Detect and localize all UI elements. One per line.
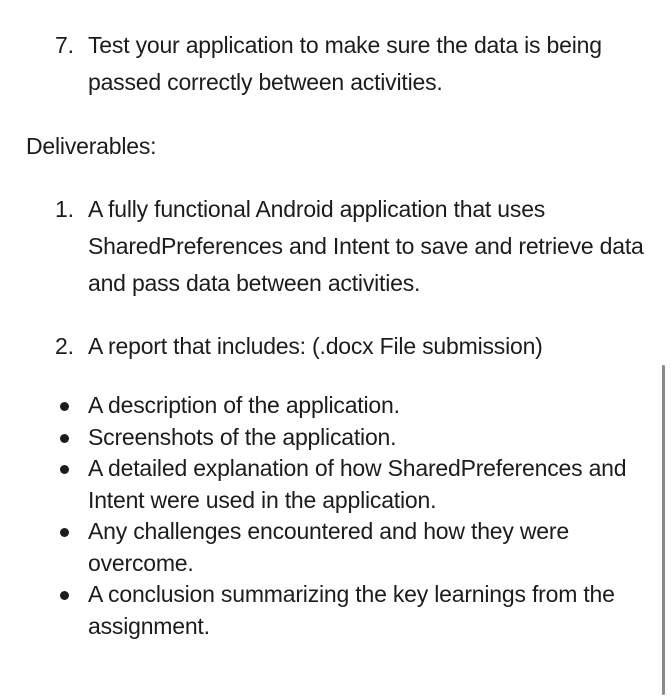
list-item-deliverable-2 [55, 328, 645, 365]
bullet-text: A conclusion summarizing the key learnings from the assignment. [88, 581, 615, 639]
list-marker: 2. [55, 333, 74, 359]
bullet-dot-icon [55, 516, 88, 579]
deliverables-heading: Deliverables: [26, 133, 157, 159]
bullet-item [55, 579, 645, 642]
vertical-scrollbar[interactable] [662, 365, 665, 695]
list-item-text: A fully functional Android application that uses SharedPreferences and Intent to save and retrieve data and pass data between activities. [88, 196, 644, 296]
bullet-dot-icon [55, 579, 88, 642]
bullet-dot-icon [55, 453, 88, 516]
bullet-item [55, 422, 645, 454]
list-item-deliverable-1 [55, 191, 645, 302]
bullet-text: A detailed explanation of how SharedPreferences and Intent were used in the application. [88, 455, 627, 513]
bullet-text: Screenshots of the application. [88, 423, 397, 450]
list-item-text: Test your application to make sure the data is being passed correctly between activities. [88, 32, 602, 95]
bullet-text: A description of the application. [88, 392, 400, 418]
report-items-list [55, 390, 645, 642]
bullet-text: Any challenges encountered and how they were overcome. [88, 518, 569, 576]
bullet-item [55, 516, 645, 579]
list-marker: 1. [55, 196, 74, 222]
bullet-item [55, 453, 645, 516]
list-item-step-7 [55, 27, 645, 101]
list-item-text: A report that includes: (.docx File submission) [88, 333, 543, 359]
bullet-dot-icon [55, 422, 88, 454]
list-marker: 7. [55, 32, 74, 58]
bullet-dot-icon [55, 390, 88, 422]
bullet-item [55, 390, 645, 422]
